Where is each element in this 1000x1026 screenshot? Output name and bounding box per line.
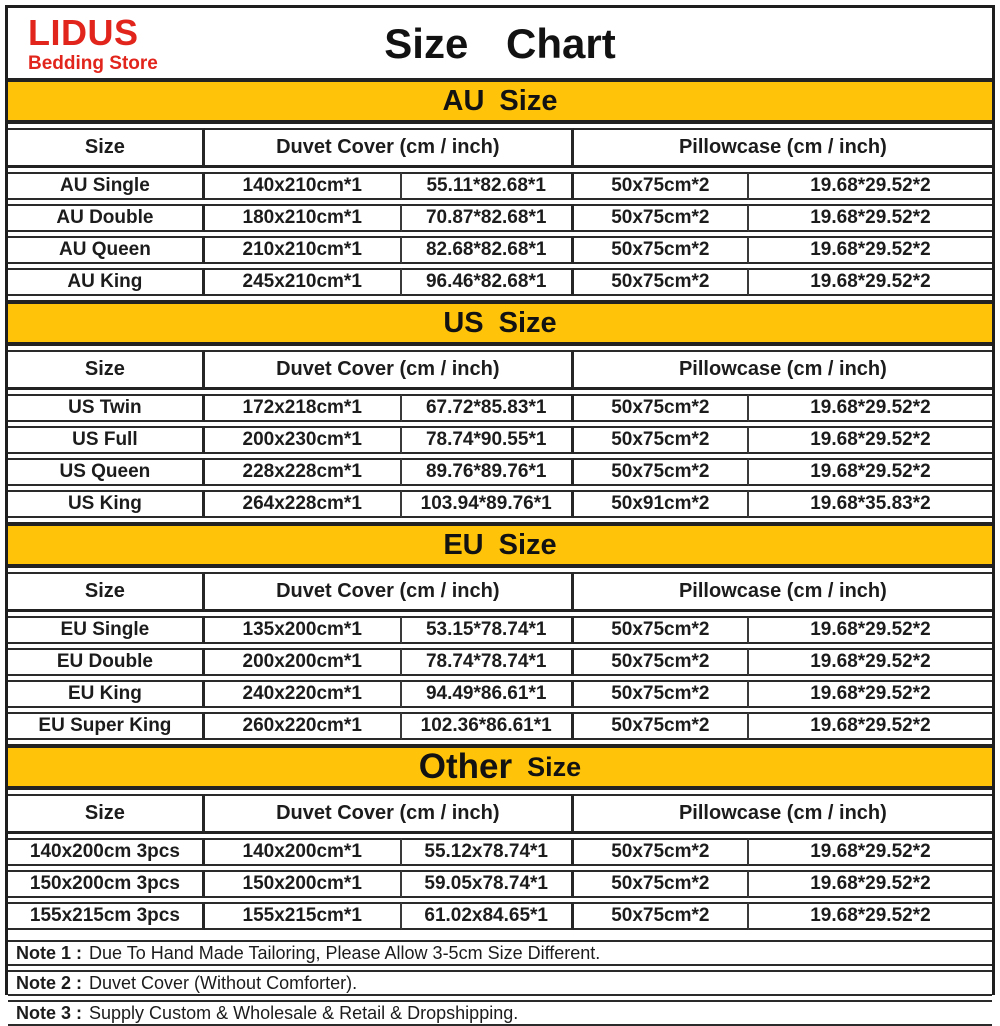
cell-pillow-cm: 50x75cm*2 xyxy=(574,902,749,930)
table-row xyxy=(8,268,992,296)
col-header-duvet: Duvet Cover (cm / inch) xyxy=(205,572,574,612)
cell-size: US Full xyxy=(8,426,205,454)
size-table-other xyxy=(8,790,992,934)
cell-pillow-inch: 19.68*29.52*2 xyxy=(749,268,992,296)
col-header-duvet: Duvet Cover (cm / inch) xyxy=(205,794,574,834)
cell-duvet-inch: 78.74*90.55*1 xyxy=(402,426,574,454)
cell-pillow-cm: 50x75cm*2 xyxy=(574,870,749,898)
section-title-other: Other xyxy=(418,747,513,786)
table-row xyxy=(8,648,992,676)
note-row xyxy=(8,1000,992,1026)
section-banner-other xyxy=(8,744,992,790)
col-header-duvet: Duvet Cover (cm / inch) xyxy=(205,350,574,390)
cell-size: AU Single xyxy=(8,172,205,200)
note-separator: : xyxy=(76,942,83,963)
cell-size: EU Double xyxy=(8,648,205,676)
cell-duvet-inch: 59.05x78.74*1 xyxy=(402,870,574,898)
cell-pillow-cm: 50x75cm*2 xyxy=(574,204,749,232)
table-row xyxy=(8,426,992,454)
cell-duvet-cm: 135x200cm*1 xyxy=(205,616,402,644)
cell-pillow-inch: 19.68*29.52*2 xyxy=(749,870,992,898)
table-row xyxy=(8,236,992,264)
col-header-pillow: Pillowcase (cm / inch) xyxy=(574,572,992,612)
size-table-us xyxy=(8,346,992,522)
cell-size: 155x215cm 3pcs xyxy=(8,902,205,930)
page-header xyxy=(8,8,992,78)
section-title-other-sub: Size xyxy=(527,751,582,782)
cell-duvet-inch: 53.15*78.74*1 xyxy=(402,616,574,644)
cell-pillow-inch: 19.68*29.52*2 xyxy=(749,616,992,644)
page-title: Size Chart xyxy=(384,20,616,67)
cell-pillow-cm: 50x75cm*2 xyxy=(574,838,749,866)
cell-duvet-inch: 55.11*82.68*1 xyxy=(402,172,574,200)
cell-pillow-cm: 50x75cm*2 xyxy=(574,712,749,740)
cell-duvet-cm: 210x210cm*1 xyxy=(205,236,402,264)
cell-size: EU Super King xyxy=(8,712,205,740)
cell-duvet-inch: 70.87*82.68*1 xyxy=(402,204,574,232)
cell-duvet-cm: 180x210cm*1 xyxy=(205,204,402,232)
cell-pillow-inch: 19.68*29.52*2 xyxy=(749,204,992,232)
note-text: Duvet Cover (Without Comforter). xyxy=(89,972,358,993)
note-label: Note 3 xyxy=(16,1002,72,1023)
cell-duvet-inch: 61.02x84.65*1 xyxy=(402,902,574,930)
col-header-size: Size xyxy=(8,350,205,390)
cell-pillow-inch: 19.68*29.52*2 xyxy=(749,426,992,454)
table-row xyxy=(8,458,992,486)
cell-duvet-cm: 200x200cm*1 xyxy=(205,648,402,676)
cell-size: AU Queen xyxy=(8,236,205,264)
brand-logo xyxy=(28,12,158,74)
section-title-au-sub: Size xyxy=(499,84,558,117)
cell-pillow-cm: 50x75cm*2 xyxy=(574,426,749,454)
cell-duvet-inch: 67.72*85.83*1 xyxy=(402,394,574,422)
note-label: Note 1 xyxy=(16,942,72,963)
size-table-eu xyxy=(8,568,992,744)
table-row xyxy=(8,204,992,232)
cell-duvet-inch: 55.12x78.74*1 xyxy=(402,838,574,866)
cell-size: AU King xyxy=(8,268,205,296)
table-row xyxy=(8,838,992,866)
header-row xyxy=(8,128,992,168)
cell-pillow-inch: 19.68*29.52*2 xyxy=(749,902,992,930)
cell-pillow-inch: 19.68*29.52*2 xyxy=(749,394,992,422)
cell-duvet-cm: 155x215cm*1 xyxy=(205,902,402,930)
note-text: Supply Custom & Wholesale & Retail & Dropshipping. xyxy=(89,1002,519,1023)
section-title-eu: EU xyxy=(443,528,484,561)
cell-duvet-inch: 78.74*78.74*1 xyxy=(402,648,574,676)
col-header-size: Size xyxy=(8,794,205,834)
cell-duvet-cm: 140x200cm*1 xyxy=(205,838,402,866)
cell-duvet-cm: 200x230cm*1 xyxy=(205,426,402,454)
table-row xyxy=(8,394,992,422)
cell-duvet-cm: 150x200cm*1 xyxy=(205,870,402,898)
cell-pillow-cm: 50x75cm*2 xyxy=(574,616,749,644)
col-header-pillow: Pillowcase (cm / inch) xyxy=(574,128,992,168)
cell-size: EU Single xyxy=(8,616,205,644)
section-banner-eu xyxy=(8,522,992,568)
header-row xyxy=(8,794,992,834)
table-row xyxy=(8,616,992,644)
section-banner-us xyxy=(8,300,992,346)
section-title-us-sub: Size xyxy=(498,306,557,339)
cell-pillow-inch: 19.68*29.52*2 xyxy=(749,172,992,200)
cell-pillow-cm: 50x75cm*2 xyxy=(574,172,749,200)
cell-duvet-cm: 240x220cm*1 xyxy=(205,680,402,708)
brand-name: LIDUS xyxy=(28,12,139,53)
cell-pillow-inch: 19.68*29.52*2 xyxy=(749,236,992,264)
cell-pillow-cm: 50x75cm*2 xyxy=(574,648,749,676)
cell-duvet-cm: 228x228cm*1 xyxy=(205,458,402,486)
notes-section xyxy=(8,936,992,1026)
cell-pillow-cm: 50x91cm*2 xyxy=(574,490,749,518)
cell-size: EU King xyxy=(8,680,205,708)
section-title-eu-sub: Size xyxy=(498,528,557,561)
note-row xyxy=(8,940,992,966)
section-title-au: AU xyxy=(442,84,485,117)
chart-frame xyxy=(5,5,995,1023)
table-row xyxy=(8,490,992,518)
cell-size: US Queen xyxy=(8,458,205,486)
cell-duvet-inch: 103.94*89.76*1 xyxy=(402,490,574,518)
cell-pillow-cm: 50x75cm*2 xyxy=(574,458,749,486)
cell-duvet-cm: 245x210cm*1 xyxy=(205,268,402,296)
cell-pillow-cm: 50x75cm*2 xyxy=(574,236,749,264)
cell-pillow-inch: 19.68*29.52*2 xyxy=(749,838,992,866)
cell-pillow-inch: 19.68*29.52*2 xyxy=(749,458,992,486)
note-separator: : xyxy=(76,972,83,993)
note-row xyxy=(8,970,992,996)
col-header-duvet: Duvet Cover (cm / inch) xyxy=(205,128,574,168)
cell-duvet-inch: 82.68*82.68*1 xyxy=(402,236,574,264)
header-row xyxy=(8,350,992,390)
cell-duvet-cm: 140x210cm*1 xyxy=(205,172,402,200)
cell-size: US Twin xyxy=(8,394,205,422)
table-row xyxy=(8,712,992,740)
cell-pillow-inch: 19.68*29.52*2 xyxy=(749,648,992,676)
cell-pillow-cm: 50x75cm*2 xyxy=(574,680,749,708)
cell-pillow-inch: 19.68*35.83*2 xyxy=(749,490,992,518)
cell-size: AU Double xyxy=(8,204,205,232)
cell-pillow-cm: 50x75cm*2 xyxy=(574,394,749,422)
cell-duvet-cm: 264x228cm*1 xyxy=(205,490,402,518)
cell-duvet-cm: 172x218cm*1 xyxy=(205,394,402,422)
cell-duvet-inch: 96.46*82.68*1 xyxy=(402,268,574,296)
table-row xyxy=(8,870,992,898)
cell-size: 150x200cm 3pcs xyxy=(8,870,205,898)
col-header-pillow: Pillowcase (cm / inch) xyxy=(574,350,992,390)
brand-tagline: Bedding Store xyxy=(28,53,158,74)
section-banner-au xyxy=(8,78,992,124)
table-row xyxy=(8,902,992,930)
cell-pillow-cm: 50x75cm*2 xyxy=(574,268,749,296)
col-header-size: Size xyxy=(8,128,205,168)
cell-size: 140x200cm 3pcs xyxy=(8,838,205,866)
table-row xyxy=(8,172,992,200)
size-table-au xyxy=(8,124,992,300)
note-text: Due To Hand Made Tailoring, Please Allow 3-5cm Size Different. xyxy=(89,942,601,963)
table-row xyxy=(8,680,992,708)
section-title-us: US xyxy=(443,306,484,339)
cell-pillow-inch: 19.68*29.52*2 xyxy=(749,712,992,740)
cell-pillow-inch: 19.68*29.52*2 xyxy=(749,680,992,708)
col-header-size: Size xyxy=(8,572,205,612)
cell-duvet-inch: 89.76*89.76*1 xyxy=(402,458,574,486)
cell-duvet-cm: 260x220cm*1 xyxy=(205,712,402,740)
col-header-pillow: Pillowcase (cm / inch) xyxy=(574,794,992,834)
cell-size: US King xyxy=(8,490,205,518)
cell-duvet-inch: 102.36*86.61*1 xyxy=(402,712,574,740)
header-row xyxy=(8,572,992,612)
note-label: Note 2 xyxy=(16,972,72,993)
note-separator: : xyxy=(76,1002,83,1023)
cell-duvet-inch: 94.49*86.61*1 xyxy=(402,680,574,708)
